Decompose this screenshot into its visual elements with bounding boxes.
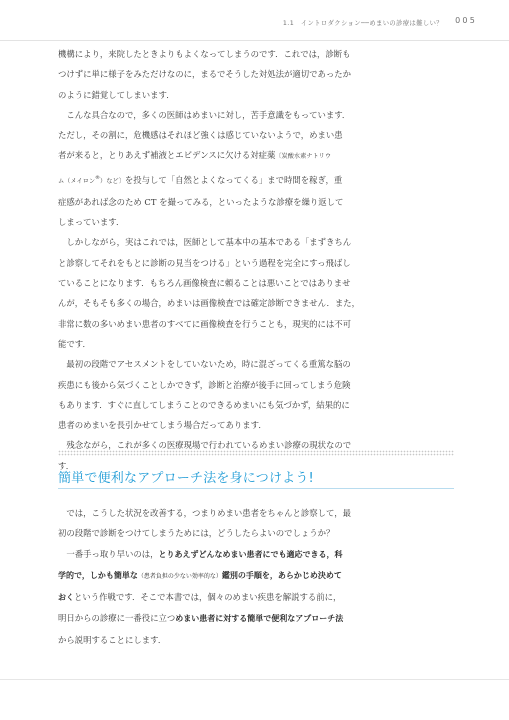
- paragraph-line: [58, 544, 454, 565]
- drug-note: 〔炭酸水素ナトリウ: [275, 153, 332, 161]
- paragraph-line: 最初の段階でアセスメントをしていないため，時に混ざってくる重篤な脳の: [66, 359, 351, 370]
- paragraph-line: ていることになります．もちろん画像検査に頼ることは悪いことではありませ: [58, 278, 351, 289]
- paragraph-line: 非常に数の多いめまい患者のすべてに画像検査を行うことも，現実的には不可: [58, 318, 351, 329]
- paragraph-line: から説明することにします．: [58, 634, 167, 645]
- paragraph-line: 機構により，来院したときよりもよくなってしまうのです．これでは，診断も: [58, 49, 351, 59]
- emphasis-text: めまい患者に対する簡単で便利なアプローチ法: [175, 614, 344, 624]
- page-number: 005: [455, 16, 477, 25]
- paragraph-line: のように錯覚してしまいます．: [58, 89, 175, 100]
- paragraph-line: 残念ながら，これが多くの医療現場で行われているめまい診療の現状なので: [66, 440, 352, 451]
- section-dot-rule: [58, 450, 454, 456]
- emphasis-note: （患者負担の少ない効率的な）: [137, 572, 222, 580]
- paragraph-line: [58, 608, 454, 629]
- emphasis-text: 学的で，しかも簡単な: [58, 570, 138, 580]
- text-span: 明日からの診療に一番役に立つ: [58, 613, 176, 624]
- paragraph-line: では，こうした状況を改善する，つまりめまい患者をちゃんと診察して，最: [66, 508, 351, 518]
- section-body-text: [58, 503, 454, 650]
- page-header: [0, 0, 509, 40]
- paragraph-line: ただし，その割に，危機感はそれほど強くは感じていないようで，めまい患: [58, 130, 343, 141]
- paragraph-line: [58, 587, 454, 608]
- header-rule: [0, 40, 509, 41]
- paragraph-line: 疾患にも後から気づくことしかできず，診断と治療が後手に回ってしまう危険: [58, 379, 351, 390]
- paragraph-line: 患者のめまいを長引かせてしまう場合だってあります．: [58, 420, 267, 431]
- paragraph-line: こんな具合なので，多くの医師はめまいに対し，苦手意識をもっています．: [66, 109, 351, 120]
- paragraph-line: しかしながら，実はこれでは，医師として基本中の基本である「まずきちん: [66, 237, 352, 248]
- paragraph-line: [58, 168, 454, 192]
- paragraph-line: 能です．: [58, 338, 91, 349]
- text-span: を投与して「自然とよくなってくる」まで時間を稼ぎ，重: [124, 174, 343, 185]
- section-heading-rule: [58, 488, 454, 489]
- paragraph-line: す．: [58, 460, 75, 471]
- paragraph-line: と診察してそれをもとに診断の見当をつける」という過程を完全にすっ飛ばし: [58, 257, 351, 268]
- drug-note: ム（メイロン: [58, 177, 96, 185]
- text-span: 者が来ると，とりあえず補液とエビデンスに欠ける対症薬: [58, 150, 276, 161]
- running-head: 1.1 イントロダクション──めまいの診療は難しい？: [282, 20, 443, 27]
- footer-rule: [0, 679, 509, 680]
- paragraph-line: [58, 565, 454, 587]
- emphasis-text: おく: [58, 593, 74, 603]
- paragraph-line: 症感があれば念のため CT を撮ってみる，といったような診療を繰り返して: [58, 196, 344, 207]
- text-span: という作戦です．そこで本書では，個々のめまい疾患を解説する前に，: [74, 592, 342, 603]
- paragraph-line: [58, 145, 454, 167]
- paragraph-line: 初の段階で診断をつけてしまうためには，どうしたらよいのでしょうか？: [58, 528, 335, 539]
- paragraph-line: しまっています．: [58, 217, 125, 228]
- paragraph-line: んが，そもそも多くの場合，めまいは画像検査では確定診断できません．また，: [58, 298, 361, 309]
- registered-mark: ®: [95, 174, 101, 181]
- paragraph-line: つけずに単に様子をみただけなのに，まるでそうした対処法が適切であったか: [58, 69, 351, 80]
- section-heading: 簡単で便利なアプローチ法を身につけよう!: [58, 471, 314, 486]
- body-text: [58, 44, 454, 476]
- drug-note: ）など〕: [100, 177, 125, 185]
- emphasis-text: とりあえずどんなめまい患者にでも適応できる，科: [158, 549, 343, 559]
- text-span: 一番手っ取り早いのは，: [66, 548, 159, 559]
- emphasis-text: 鑑別の手順を，あらかじめ決めて: [221, 570, 342, 580]
- paragraph-line: もあります．すぐに直してしまうことのできるめまいにも気づかず，結果的に: [58, 399, 350, 410]
